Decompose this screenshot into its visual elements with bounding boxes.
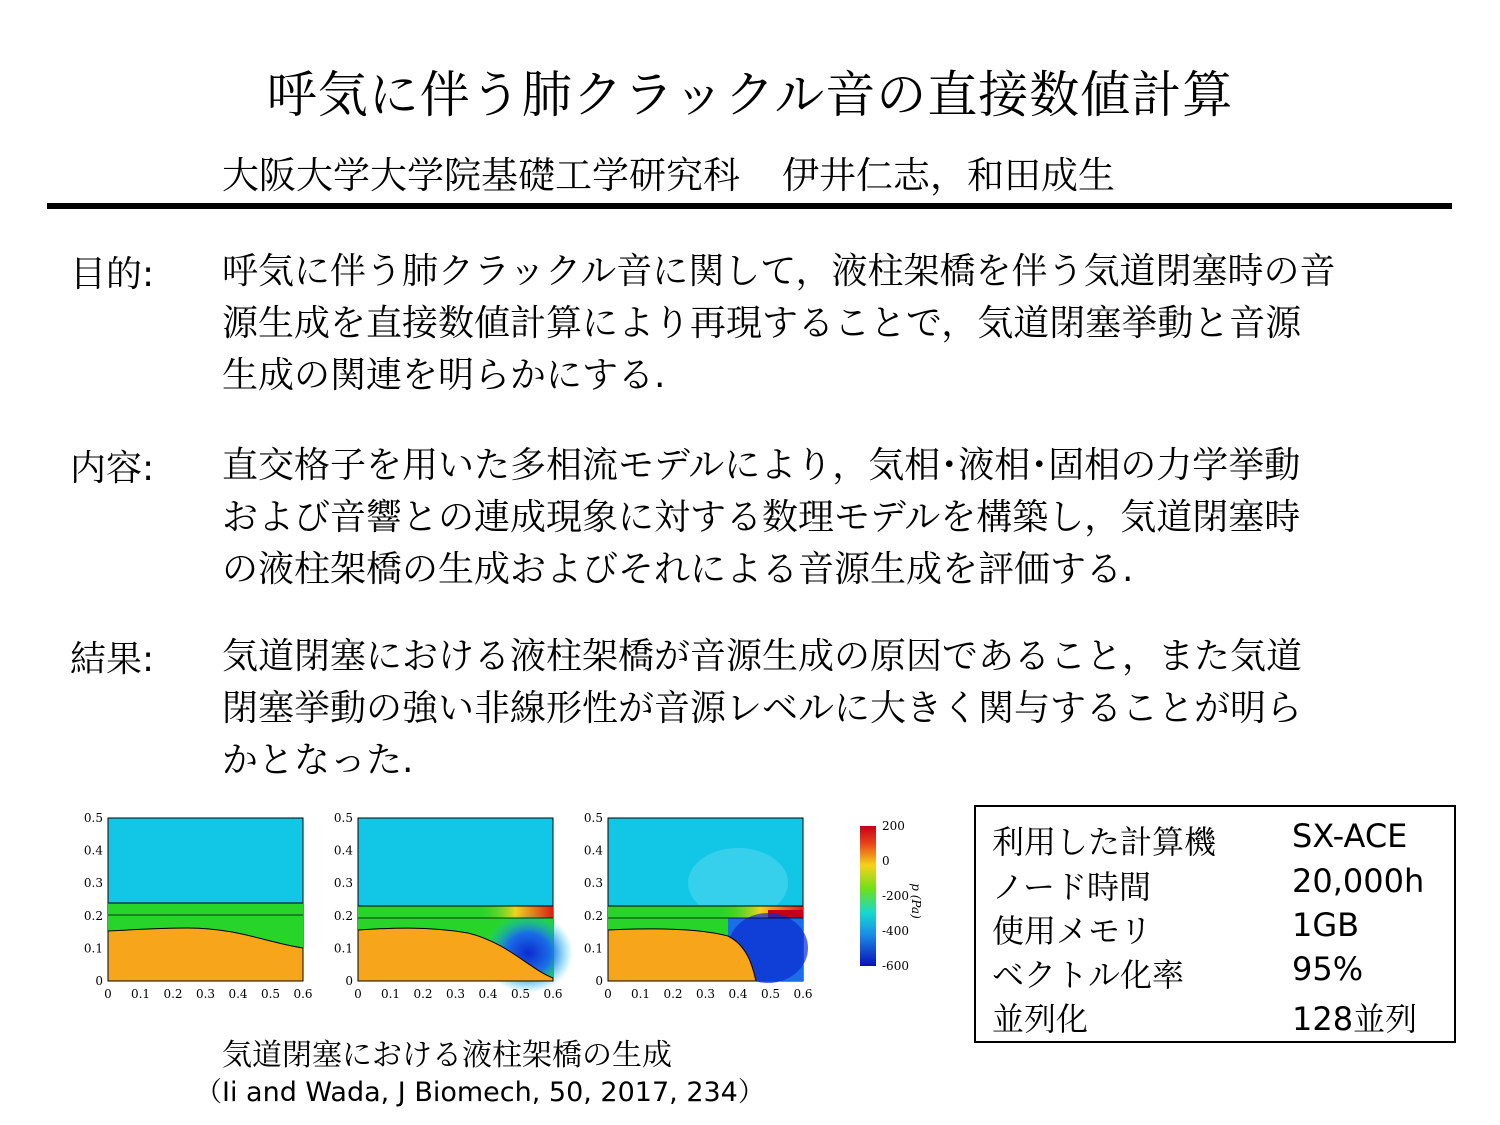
y-tick-label: 0 — [595, 974, 603, 988]
body-line: 源生成を直接数値計算により再現することで，気道閉塞挙動と音源 — [222, 303, 1302, 344]
x-tick-label: 0.4 — [228, 987, 248, 1001]
x-tick-label: 0.1 — [630, 987, 651, 1001]
colorbar-ticks — [882, 819, 909, 973]
colorbar-tick-label: -400 — [882, 924, 909, 938]
simulation-figure — [70, 806, 950, 1006]
spec-key: ノード時間 — [992, 868, 1152, 906]
y-tick-label: 0.4 — [333, 843, 353, 858]
y-tick-label: 0.2 — [333, 908, 353, 923]
spec-value: 1GB — [1292, 906, 1360, 944]
x-tick-label: 0.4 — [728, 987, 748, 1001]
body-line: 気道閉塞における液柱架橋が音源生成の原因であること，また気道 — [222, 636, 1303, 677]
colorbar-tick-label: -200 — [882, 889, 909, 903]
spec-value: 128並列 — [1292, 1000, 1418, 1038]
x-tick-label: 0.3 — [445, 987, 466, 1001]
y-tick-label: 0 — [345, 974, 353, 988]
y-tick-label: 0 — [95, 974, 103, 988]
section-body — [222, 246, 1432, 402]
spec-key: ベクトル化率 — [992, 956, 1185, 994]
x-tick-label: 0.6 — [293, 987, 313, 1001]
x-tick-label: 0 — [104, 987, 112, 1001]
x-tick-label: 0.2 — [163, 987, 183, 1001]
section-label: 目的: — [70, 254, 155, 295]
x-tick-label: 0.1 — [380, 987, 401, 1001]
panel-2 — [358, 818, 573, 993]
body-line: の液柱架橋の生成およびそれによる音源生成を評価する. — [222, 549, 1134, 590]
x-tick-label: 0.5 — [760, 987, 781, 1001]
y-tick-label: 0.5 — [583, 811, 603, 825]
x-tick-label: 0.5 — [510, 987, 531, 1001]
spec-value: 95% — [1292, 950, 1364, 988]
y-tick-label: 0.2 — [83, 908, 103, 923]
x-tick-label: 0.6 — [793, 987, 813, 1001]
y-tick-label: 0.1 — [583, 941, 603, 956]
body-line: かとなった. — [222, 740, 414, 781]
section-label: 結果: — [70, 639, 155, 680]
panel-1 — [108, 818, 303, 981]
spec-value: SX-ACE — [1292, 817, 1408, 855]
y-tick-label: 0.3 — [83, 876, 103, 891]
body-line: 直交格子を用いた多相流モデルにより，気相･液相･固相の力学挙動 — [222, 445, 1301, 486]
x-tick-label: 0.2 — [663, 987, 683, 1001]
y-tick-label: 0.1 — [83, 941, 103, 956]
spec-key: 並列化 — [992, 1000, 1089, 1038]
y-tick-label: 0.4 — [583, 843, 603, 858]
y-tick-label: 0.5 — [83, 811, 103, 825]
x-tick-label: 0.6 — [543, 987, 563, 1001]
section-label: 内容: — [70, 448, 155, 489]
x-tick-label: 0.3 — [195, 987, 216, 1001]
colorbar-tick-label: -600 — [882, 959, 909, 973]
spec-value: 20,000h — [1292, 862, 1425, 900]
y-tick-label: 0.5 — [333, 811, 353, 825]
x-tick-label: 0.1 — [130, 987, 151, 1001]
colorbar-label: p (Pa) — [909, 883, 923, 919]
y-tick-label: 0.2 — [583, 908, 603, 923]
spec-key: 利用した計算機 — [992, 823, 1217, 861]
section-body — [222, 631, 1432, 787]
colorbar-tick-label: 0 — [882, 854, 890, 868]
colorbar — [860, 819, 923, 973]
x-tick-label: 0.4 — [478, 987, 498, 1001]
body-line: 閉塞挙動の強い非線形性が音源レベルに大きく関与することが明ら — [222, 688, 1303, 729]
y-tick-label: 0.4 — [83, 843, 103, 858]
authors: 伊井仁志，和田成生 — [782, 154, 1115, 197]
section-body — [222, 440, 1432, 596]
y-tick-label: 0.1 — [333, 941, 353, 956]
page-title: 呼気に伴う肺クラックル音の直接数値計算 — [266, 66, 1234, 124]
figure-citation: （Ii and Wada, J Biomech, 50, 2017, 234） — [195, 1077, 765, 1108]
x-tick-label: 0.2 — [413, 987, 433, 1001]
figure-caption: 気道閉塞における液柱架橋の生成 — [222, 1038, 672, 1073]
body-line: 生成の関連を明らかにする. — [222, 355, 666, 396]
spec-key: 使用メモリ — [992, 912, 1153, 950]
colorbar-tick-label: 200 — [882, 819, 905, 833]
x-tick-label: 0.5 — [260, 987, 281, 1001]
compute-spec-table — [974, 805, 1456, 1043]
x-tick-label: 0 — [604, 987, 612, 1001]
title-divider — [47, 203, 1452, 209]
body-line: および音響との連成現象に対する数理モデルを構築し，気道閉塞時 — [222, 497, 1301, 538]
x-tick-label: 0 — [354, 987, 362, 1001]
affiliation: 大阪大学大学院基礎工学研究科 — [222, 154, 740, 197]
subtitle — [222, 145, 1115, 199]
panel-3 — [608, 818, 808, 983]
x-tick-label: 0.3 — [695, 987, 716, 1001]
body-line: 呼気に伴う肺クラックル音に関して，液柱架橋を伴う気道閉塞時の音 — [222, 251, 1336, 292]
y-tick-label: 0.3 — [333, 876, 353, 891]
y-tick-label: 0.3 — [583, 876, 603, 891]
